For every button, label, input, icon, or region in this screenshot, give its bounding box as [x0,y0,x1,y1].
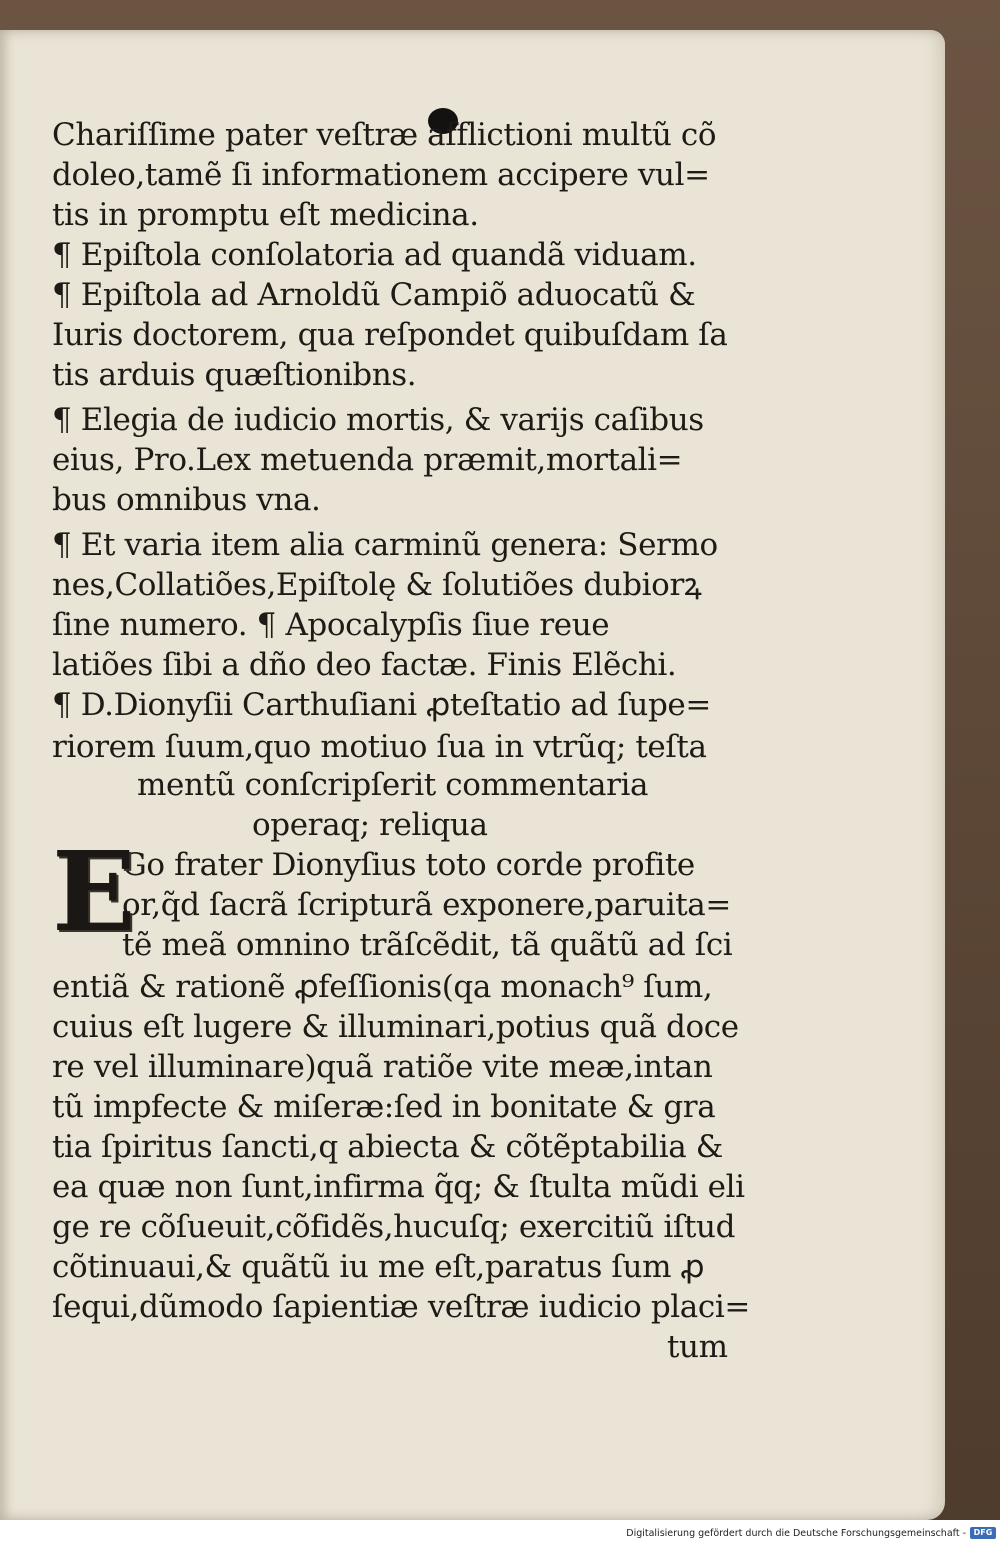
text-line: ¶ Elegia de iudicio mortis, & varijs caſibus [52,402,704,438]
text-line: Iuris doctorem, qua reſpondet quibuſdam ſa [52,317,728,353]
text-line: tis arduis quæſtionibns. [52,357,417,393]
text-line: ¶ Epiſtola conſolatoria ad quandã viduam. [52,237,697,273]
text-line: nes,Collatiões,Epiſtolę & ſolutiões dubiorꝝ [52,567,702,603]
text-line: tẽ meã omnino trãſcẽdit, tã quãtũ ad ſci [122,927,733,963]
text-line: latiões ſibi a dño deo factæ. Finis Elẽchi. [52,647,677,683]
text-line: ea quæ non ſunt,infirma q̃q; & ſtulta mũdi eli [52,1169,745,1205]
text-line: ſine numero. ¶ Apocalypſis ſiue reue [52,607,610,643]
text-line: cuius eſt lugere & illuminari,potius quã doce [52,1009,739,1045]
text-line: ge re cõſueuit,cõfidẽs,hucuſq; exercitiũ iſtud [52,1209,736,1245]
text-line: bus omnibus vna. [52,482,321,518]
text-line: cõtinuaui,& quãtũ iu me eſt,paratus ſum ꝓ [52,1249,705,1285]
text-line: eius, Pro.Lex metuenda præmit,mortali= [52,442,683,478]
text-line: ¶ Epiſtola ad Arnoldũ Campiõ aduocatũ & [52,277,696,313]
text-line: ¶ Et varia item alia carminũ genera: Sermo [52,527,718,563]
text-line: tis in promptu eſt medicina. [52,197,479,233]
dfg-logo[interactable]: DFG [970,1527,996,1539]
heading-line: operaq; reliqua [252,807,488,843]
text-line: tia ſpiritus ſancti,q abiecta & cõtẽptabilia & [52,1129,723,1165]
catchword: tum [667,1329,728,1365]
heading-line: mentũ conſcripſerit commentaria [137,767,649,803]
decorated-initial: E [52,827,136,956]
text-line: Chariſſime pater veſtræ afflictioni multũ cõ [52,117,717,153]
text-line: ſequi,dũmodo ſapientiæ veſtræ iudicio placi= [52,1289,750,1325]
text-line: ¶ D.Dionyſii Carthuſiani ꝓteſtatio ad ſupe= [52,687,711,723]
text-line: riorem ſuum,quo motiuo ſua in vtrũq; teſta [52,729,707,765]
text-line: tũ impfecte & miſeræ:ſed in bonitate & gra [52,1089,716,1125]
digitization-credit: Digitalisierung gefördert durch die Deutsche Forschungsgemeinschaft - [626,1528,966,1539]
text-line: Go frater Dionyſius toto corde profite [122,847,695,883]
text-line: entiã & rationẽ ꝓfeſſionis(qa monach⁹ ſum, [52,969,713,1005]
text-line: doleo,tamẽ ſi informationem accipere vul= [52,157,710,193]
text-line: or,q̃d ſacrã ſcripturã exponere,paruita= [122,887,731,923]
text-line: re vel illuminare)quã ratiõe vite meæ,intan [52,1049,713,1085]
